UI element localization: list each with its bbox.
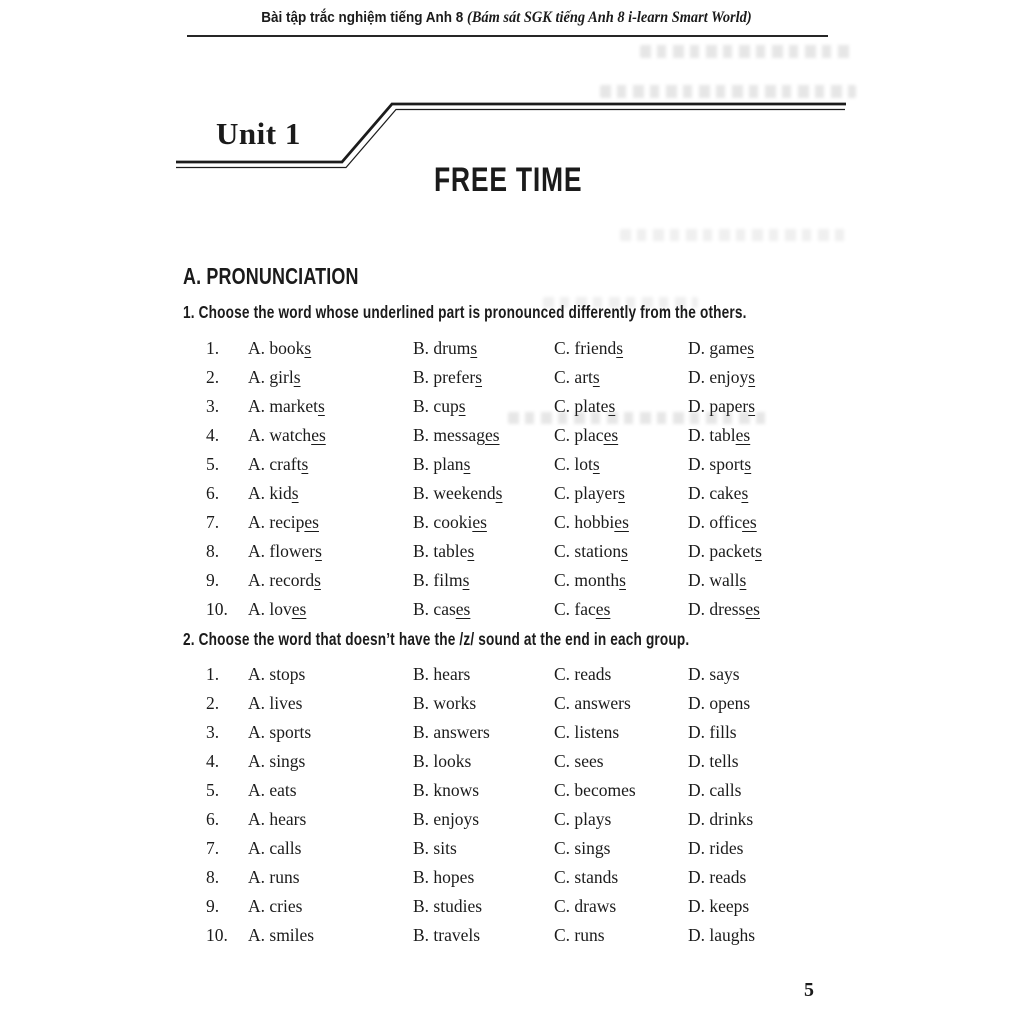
running-head-subtitle: (Bám sát SGK tiếng Anh 8 i-learn Smart World) [466, 9, 752, 26]
option-b: B. drums [413, 338, 478, 358]
option-a: A. lives [248, 693, 303, 713]
option-c: C. lots [554, 454, 600, 474]
option-d: D. opens [688, 693, 751, 713]
option-a: A. loves [248, 599, 307, 619]
option-d: D. laughs [688, 925, 756, 945]
option-d: D. enjoys [688, 367, 756, 387]
option-a: A. books [248, 338, 312, 358]
exercise-row [206, 421, 831, 450]
option-b: B. prefers [413, 367, 483, 387]
exercise-row [206, 363, 831, 392]
option-d: D. says [688, 664, 740, 684]
unit-label: Unit 1 [216, 116, 301, 151]
option-d: D. games [688, 338, 755, 358]
option-d: D. rides [688, 838, 744, 858]
option-c: C. sees [554, 751, 604, 771]
option-a: A. cries [248, 896, 303, 916]
option-a: A. markets [248, 396, 325, 416]
option-b: B. messages [413, 425, 500, 445]
option-b: B. cups [413, 396, 466, 416]
option-b: B. enjoys [413, 809, 480, 829]
option-c: C. draws [554, 896, 617, 916]
exercise-row [206, 892, 831, 921]
option-a: A. girls [248, 367, 301, 387]
exercise1-heading-text: 1. Choose the word whose underlined part is pronounced differently from the others. [183, 302, 747, 322]
option-d: D. offices [688, 512, 757, 532]
question-number: 6. [206, 483, 220, 503]
exercise-row [206, 450, 831, 479]
question-number: 5. [206, 780, 220, 800]
exercise-row [206, 834, 831, 863]
option-d: D. fills [688, 722, 737, 742]
option-a: A. watches [248, 425, 326, 445]
bleedthrough-artifact [640, 45, 852, 58]
option-b: B. hopes [413, 867, 475, 887]
unit-title [0, 161, 1016, 200]
question-number: 8. [206, 867, 220, 887]
option-b: B. films [413, 570, 470, 590]
exercise-row [206, 863, 831, 892]
exercise-row [206, 334, 831, 363]
option-b: B. hears [413, 664, 471, 684]
exercise-row [206, 776, 831, 805]
exercise1-list [206, 334, 831, 624]
option-d: D. drinks [688, 809, 754, 829]
option-b: B. studies [413, 896, 483, 916]
option-b: B. answers [413, 722, 490, 742]
question-number: 8. [206, 541, 220, 561]
bleedthrough-artifact [620, 229, 850, 241]
exercise-row [206, 566, 831, 595]
bleedthrough-artifact [508, 412, 770, 424]
question-number: 10. [206, 599, 228, 619]
exercise-row [206, 660, 831, 689]
option-c: C. players [554, 483, 625, 503]
option-c: C. becomes [554, 780, 636, 800]
bleedthrough-artifact [600, 85, 856, 98]
option-b: B. tables [413, 541, 475, 561]
exercise-row [206, 508, 831, 537]
option-b: B. weekends [413, 483, 503, 503]
option-d: D. walls [688, 570, 747, 590]
option-a: A. crafts [248, 454, 309, 474]
question-number: 4. [206, 751, 220, 771]
question-number: 10. [206, 925, 228, 945]
option-c: C. faces [554, 599, 611, 619]
question-number: 9. [206, 896, 220, 916]
option-c: C. listens [554, 722, 620, 742]
option-c: C. sings [554, 838, 611, 858]
bleedthrough-artifact [543, 297, 698, 308]
question-number: 4. [206, 425, 220, 445]
question-number: 3. [206, 396, 220, 416]
option-a: A. smiles [248, 925, 315, 945]
exercise-row [206, 537, 831, 566]
section-heading-text: A. PRONUNCIATION [183, 263, 359, 289]
option-d: D. reads [688, 867, 747, 887]
question-number: 2. [206, 693, 220, 713]
section-heading [183, 263, 408, 290]
option-c: C. plates [554, 396, 616, 416]
option-d: D. calls [688, 780, 742, 800]
option-c: C. stations [554, 541, 628, 561]
exercise-row [206, 595, 831, 624]
option-c: C. friends [554, 338, 624, 358]
option-d: D. cakes [688, 483, 749, 503]
option-d: D. dresses [688, 599, 760, 619]
question-number: 7. [206, 512, 220, 532]
exercise-row [206, 689, 831, 718]
option-a: A. flowers [248, 541, 322, 561]
option-d: D. tells [688, 751, 739, 771]
exercise2-heading-text: 2. Choose the word that doesn’t have the /z/ sound at the end in each group. [183, 629, 690, 649]
question-number: 6. [206, 809, 220, 829]
option-c: C. months [554, 570, 626, 590]
option-a: A. records [248, 570, 321, 590]
option-a: A. recipes [248, 512, 319, 532]
option-c: C. runs [554, 925, 605, 945]
option-d: D. packets [688, 541, 762, 561]
exercise-row [206, 718, 831, 747]
option-b: B. knows [413, 780, 480, 800]
option-a: A. kids [248, 483, 299, 503]
option-c: C. arts [554, 367, 600, 387]
exercise-row [206, 805, 831, 834]
option-a: A. stops [248, 664, 306, 684]
option-d: D. papers [688, 396, 756, 416]
option-c: C. answers [554, 693, 631, 713]
exercise-row [206, 921, 831, 950]
option-b: B. cookies [413, 512, 487, 532]
question-number: 2. [206, 367, 220, 387]
option-b: B. works [413, 693, 477, 713]
option-b: B. looks [413, 751, 472, 771]
option-c: C. places [554, 425, 619, 445]
option-a: A. sports [248, 722, 312, 742]
question-number: 9. [206, 570, 220, 590]
option-d: D. tables [688, 425, 751, 445]
option-b: B. sits [413, 838, 457, 858]
question-number: 1. [206, 664, 220, 684]
option-a: A. hears [248, 809, 307, 829]
question-number: 3. [206, 722, 220, 742]
page-number: 5 [804, 979, 814, 1001]
option-a: A. runs [248, 867, 300, 887]
option-d: D. keeps [688, 896, 750, 916]
option-b: B. plans [413, 454, 471, 474]
option-a: A. eats [248, 780, 297, 800]
exercise-row [206, 479, 831, 508]
option-c: C. hobbies [554, 512, 629, 532]
option-b: B. cases [413, 599, 471, 619]
exercise2-list [206, 660, 831, 950]
option-b: B. travels [413, 925, 481, 945]
unit-title-text: FREE TIME [433, 161, 583, 199]
option-c: C. reads [554, 664, 612, 684]
exercise-row [206, 747, 831, 776]
option-c: C. stands [554, 867, 619, 887]
question-number: 1. [206, 338, 220, 358]
running-head-title: Bài tập trắc nghiệm tiếng Anh 8 [260, 9, 467, 26]
question-number: 7. [206, 838, 220, 858]
option-a: A. sings [248, 751, 306, 771]
question-number: 5. [206, 454, 220, 474]
exercise2-heading [183, 629, 832, 650]
option-c: C. plays [554, 809, 612, 829]
option-a: A. calls [248, 838, 302, 858]
option-d: D. sports [688, 454, 752, 474]
